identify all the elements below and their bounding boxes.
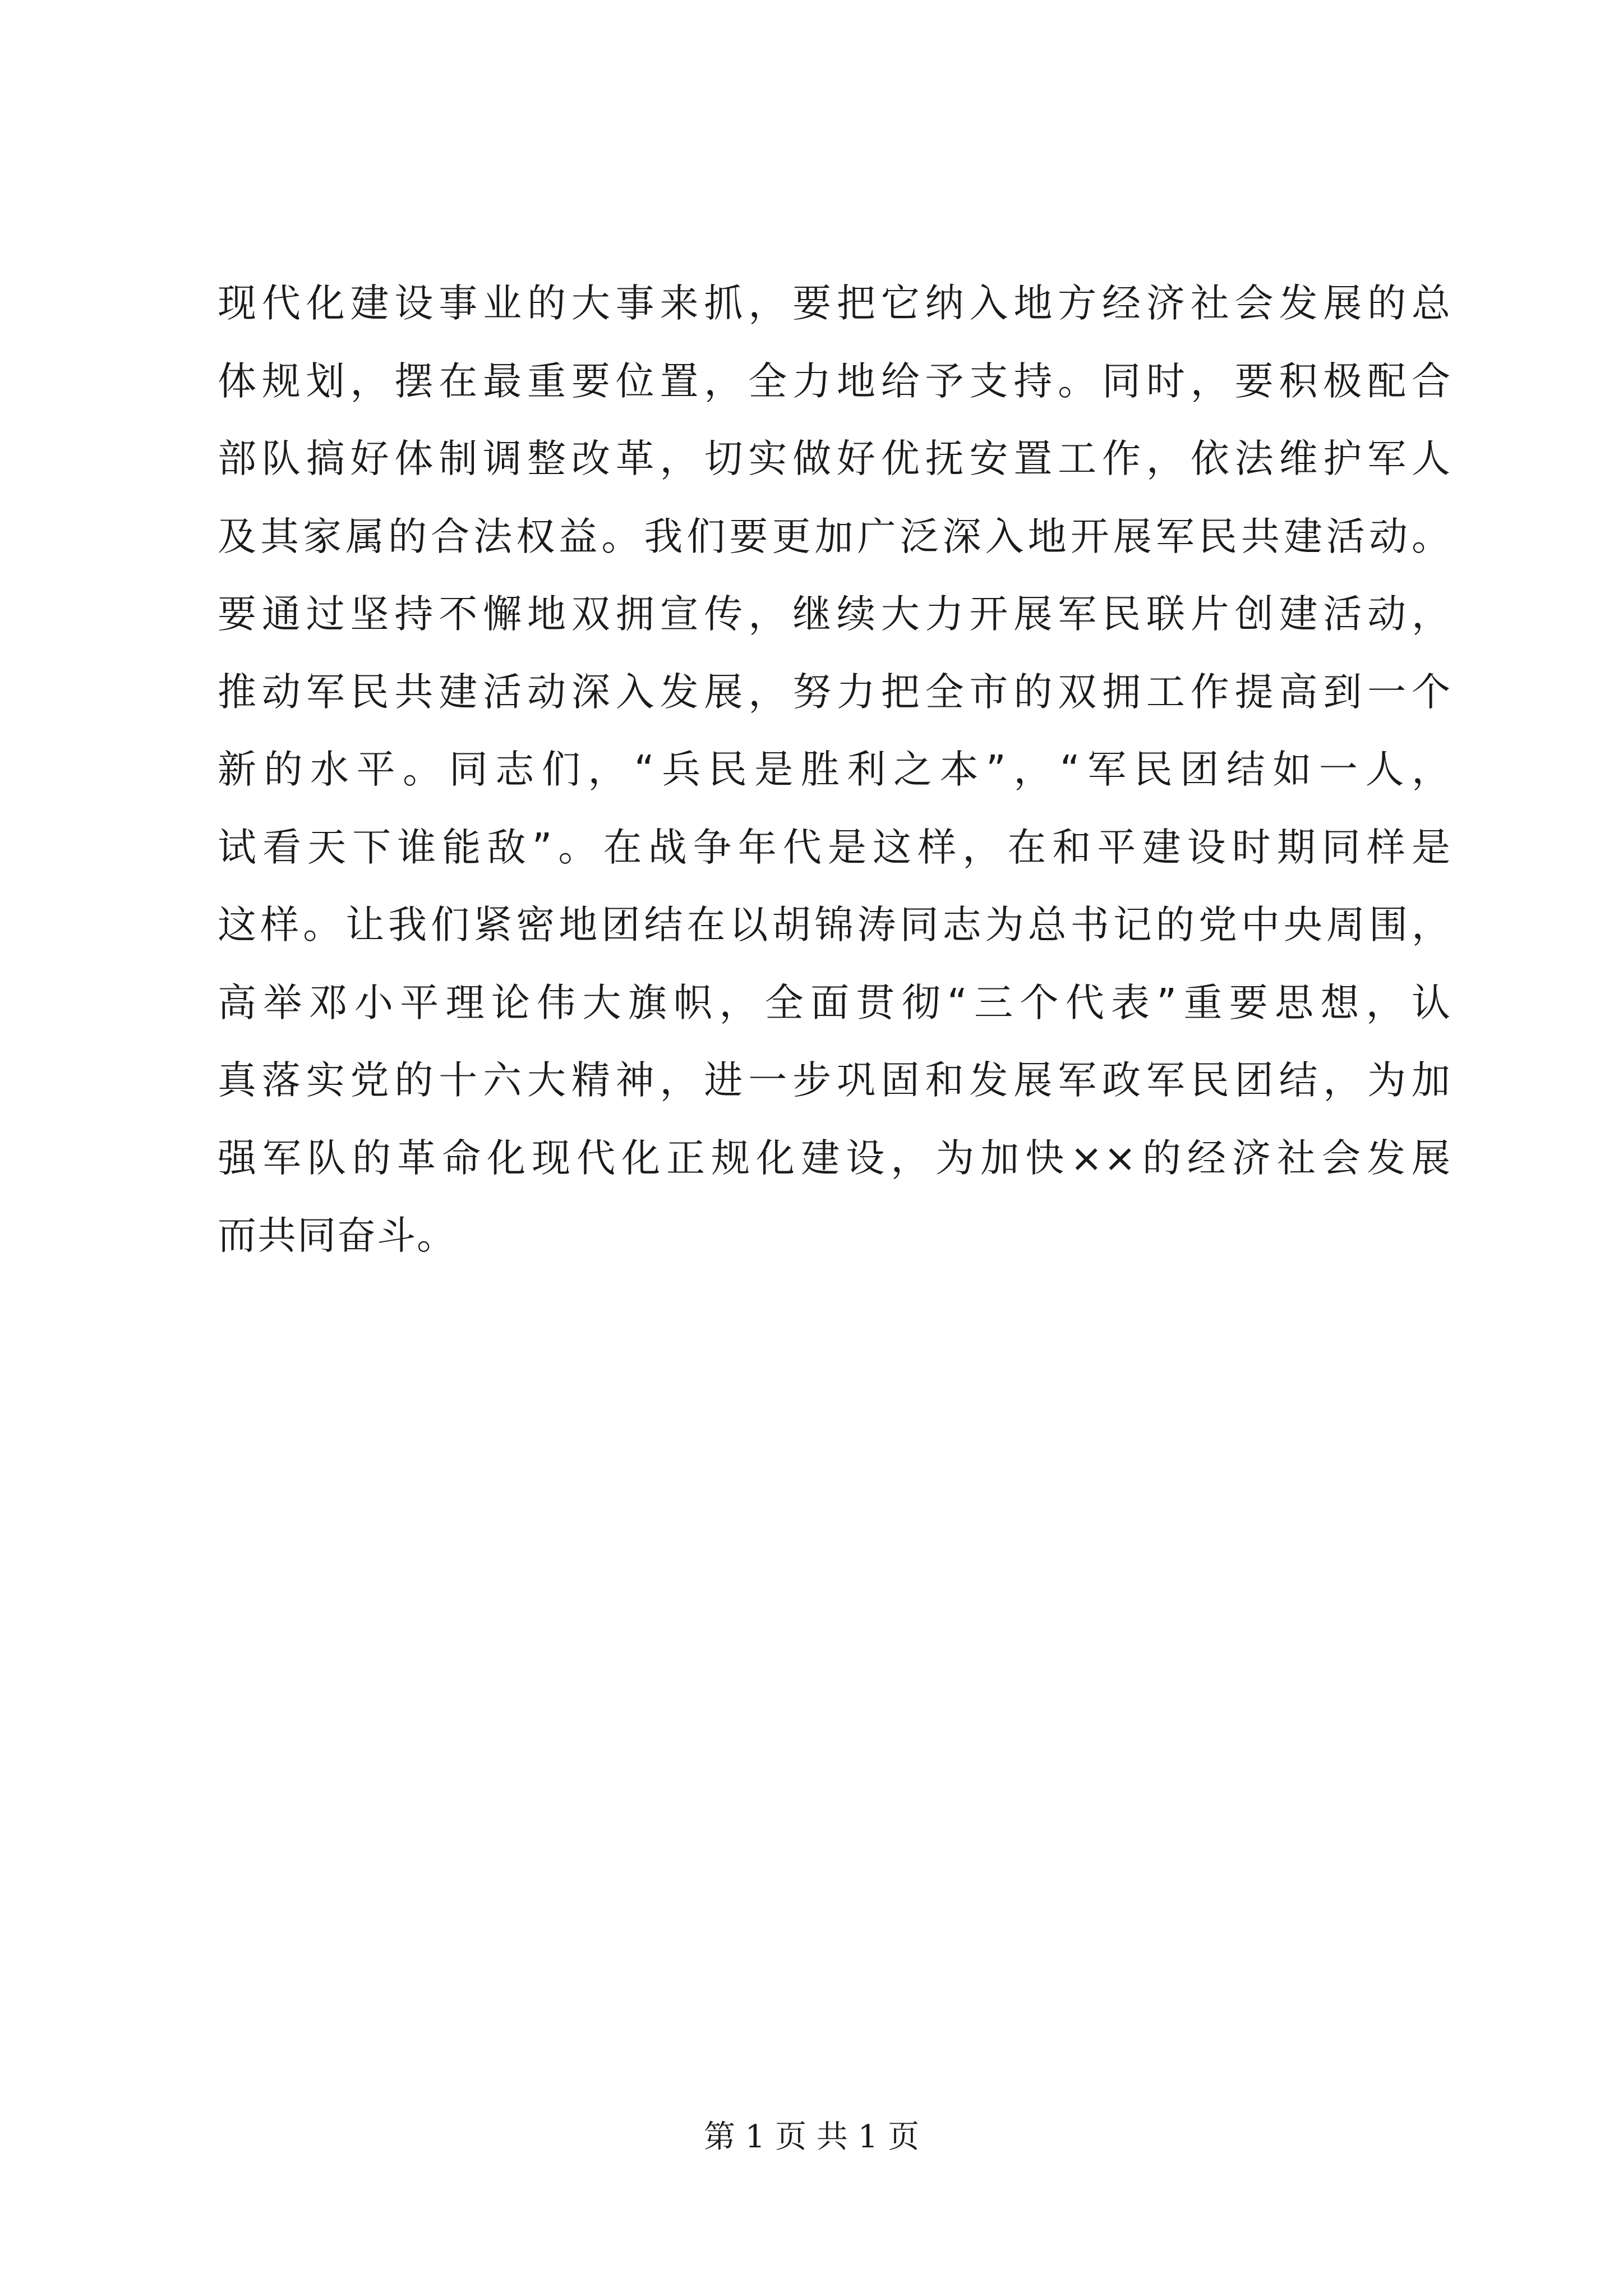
text-line-3: 部队搞好体制调整改革，切实做好优抚安置工作，依法维护军人 (218, 436, 1451, 481)
body-paragraph (218, 265, 1451, 1275)
text-line-1: 现代化建设事业的大事来抓，要把它纳入地方经济社会发展的总 (218, 281, 1451, 326)
text-line-8: 试看天下谁能敌”。在战争年代是这样，在和平建设时期同样是 (218, 825, 1451, 870)
text-line-7: 新的水平。同志们，“兵民是胜利之本”，“军民团结如一人， (218, 747, 1451, 792)
text-line-12: 强军队的革命化现代化正规化建设，为加快××的经济社会发展 (218, 1135, 1451, 1181)
text-line-13: 而共同奋斗。 (218, 1213, 457, 1258)
text-line-4: 及其家属的合法权益。我们要更加广泛深入地开展军民共建活动。 (218, 514, 1451, 559)
text-line-2: 体规划，摆在最重要位置，全力地给予支持。同时，要积极配合 (218, 358, 1451, 404)
text-line-11: 真落实党的十六大精神，进一步巩固和发展军政军民团结，为加 (218, 1058, 1451, 1103)
text-line-9: 这样。让我们紧密地团结在以胡锦涛同志为总书记的党中央周围， (218, 903, 1451, 947)
text-line-6: 推动军民共建活动深入发展，努力把全市的双拥工作提高到一个 (218, 669, 1451, 715)
text-line-5: 要通过坚持不懈地双拥宣传，继续大力开展军民联片创建活动， (218, 592, 1451, 637)
text-line-10: 高举邓小平理论伟大旗帜，全面贯彻“三个代表”重要思想，认 (218, 980, 1451, 1025)
page-number-footer: 第 1 页 共 1 页 (703, 2119, 920, 2155)
